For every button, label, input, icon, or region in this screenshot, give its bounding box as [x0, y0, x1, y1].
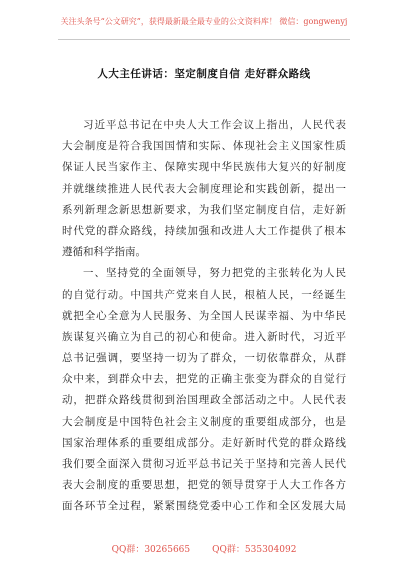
- paragraph-line: 动，把群众路线贯彻到治国理政全部活动之中。人民代表: [62, 394, 346, 407]
- paragraph-line: 表大会制度的重要思想，把党的领导贯穿于人大工作各方: [62, 479, 346, 492]
- paragraph-line: 保证人民当家作主、保障实现中华民族伟大复兴的好制度: [62, 161, 346, 174]
- paragraph-line: 总书记强调，要坚持一切为了群众，一切依靠群众，从群: [62, 352, 346, 365]
- page-footer: [0, 544, 408, 556]
- document-title: 人大主任讲话：坚定制度自信 走好群众路线: [97, 68, 311, 80]
- footer-qq-group-2: QQ群：535304092: [212, 545, 297, 555]
- paragraph-line: 大会制度是符合我国国情和实际、体现社会主义国家性质: [62, 140, 346, 153]
- paragraph-line: 时代党的群众路线，持续加强和改进人大工作提供了根本: [62, 224, 346, 237]
- footer-qq-group-1: QQ群：30265665: [111, 545, 191, 555]
- paragraph-line: 族谋复兴确立为自己的初心和使命。进入新时代，习近平: [62, 330, 346, 343]
- paragraph-line: 大会制度是中国特色社会主义制度的重要组成部分，也是: [62, 415, 346, 428]
- paragraph-line: 习近平总书记在中央人大工作会议上指出，人民代表: [83, 119, 346, 131]
- paragraph-line: 遵循和科学指南。: [62, 246, 146, 259]
- paragraph-line: 面各环节全过程，紧紧围绕党委中心工作和全区发展大局: [62, 500, 346, 513]
- paragraph-line: 系列新理念新思想新要求，为我们坚定制度自信，走好新: [62, 203, 346, 216]
- paragraph-line: 众中来，到群众中去，把党的正确主张变为群众的自觉行: [62, 373, 346, 386]
- paragraph-line: 并就继续推进人民代表大会制度理论和实践创新，提出一: [62, 182, 346, 195]
- page-header-banner: 关注头条号“公文研究”，获得最新最全最专业的公文资料库！ 微信：gongwenyj: [60, 17, 348, 26]
- paragraph-line: 的自觉行动。中国共产党来自人民，根植人民，一经诞生: [62, 288, 346, 301]
- document-body: [62, 115, 346, 518]
- paragraph-line: 我们要全面深入贯彻习近平总书记关于坚持和完善人民代: [62, 458, 346, 470]
- header-divider: [58, 39, 350, 40]
- paragraph-line: 一、坚持党的全面领导，努力把党的主张转化为人民: [83, 267, 346, 280]
- paragraph-line: 就把全心全意为人民服务、为全国人民谋幸福、为中华民: [62, 309, 346, 322]
- paragraph-line: 国家治理体系的重要组成部分。走好新时代党的群众路线: [62, 436, 346, 449]
